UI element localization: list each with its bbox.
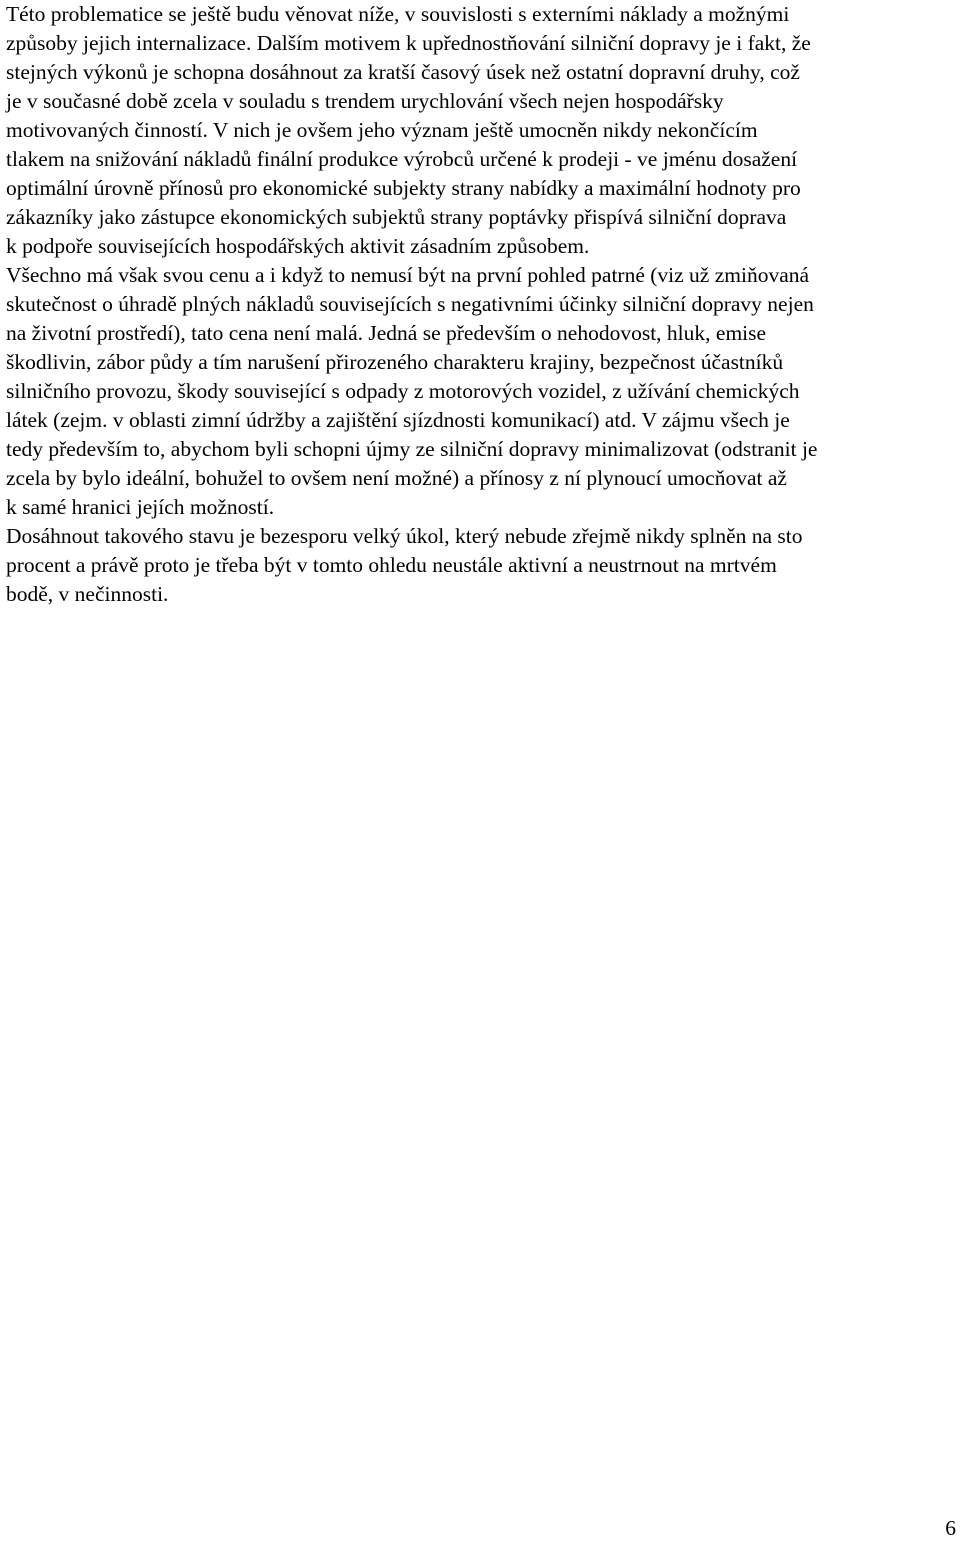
text-line: způsoby jejich internalizace. Dalším motivem k upřednostňování silniční dopravy je i fakt, že <box>6 31 811 55</box>
text-line: bodě, v nečinnosti. <box>6 582 169 606</box>
text-line: stejných výkonů je schopna dosáhnout za kratší časový úsek než ostatní dopravní druhy, což <box>6 60 800 84</box>
document-body <box>6 0 958 609</box>
text-line: k samé hranici jejích možností. <box>6 495 275 519</box>
text-line: Dosáhnout takového stavu je bezesporu velký úkol, který nebude zřejmě nikdy splněn na sto <box>6 524 803 548</box>
text-line: škodlivin, zábor půdy a tím narušení přirozeného charakteru krajiny, bezpečnost účastníků <box>6 350 784 374</box>
paragraph <box>6 0 958 261</box>
text-line: procent a právě proto je třeba být v tomto ohledu neustále aktivní a neustrnout na mrtvém <box>6 553 777 577</box>
text-line: Všechno má však svou cenu a i když to nemusí být na první pohled patrné (viz už zmiňovaná <box>6 263 810 287</box>
paragraph <box>6 261 958 522</box>
text-line: motivovaných činností. V nich je ovšem jeho význam ještě umocněn nikdy nekončícím <box>6 118 758 142</box>
text-line: tlakem na snižování nákladů finální produkce výrobců určené k prodeji - ve jménu dosažení <box>6 147 798 171</box>
text-line: k podpoře souvisejících hospodářských aktivit zásadním způsobem. <box>6 234 590 258</box>
page-number: 6 <box>945 1516 956 1540</box>
text-line: optimální úrovně přínosů pro ekonomické subjekty strany nabídky a maximální hodnoty pro <box>6 176 801 200</box>
text-line: tedy především to, abychom byli schopni újmy ze silniční dopravy minimalizovat (odstranit je <box>6 437 818 461</box>
text-line: látek (zejm. v oblasti zimní údržby a zajištění sjízdnosti komunikací) atd. V zájmu všech je <box>6 408 790 432</box>
text-line: silničního provozu, škody související s odpady z motorových vozidel, z užívání chemických <box>6 379 800 403</box>
text-line: Této problematice se ještě budu věnovat níže, v souvislosti s externími náklady a možnými <box>6 2 790 26</box>
paragraph <box>6 522 958 609</box>
text-line: zcela by bylo ideální, bohužel to ovšem není možné) a přínosy z ní plynoucí umocňovat až <box>6 466 787 490</box>
text-line: zákazníky jako zástupce ekonomických subjektů strany poptávky přispívá silniční doprava <box>6 205 787 229</box>
text-line: je v současné době zcela v souladu s trendem urychlování všech nejen hospodářsky <box>6 89 724 113</box>
text-line: na životní prostředí), tato cena není malá. Jedná se především o nehodovost, hluk, emise <box>6 321 767 345</box>
text-line: skutečnost o úhradě plných nákladů souvisejících s negativními účinky silniční dopravy nejen <box>6 292 814 316</box>
